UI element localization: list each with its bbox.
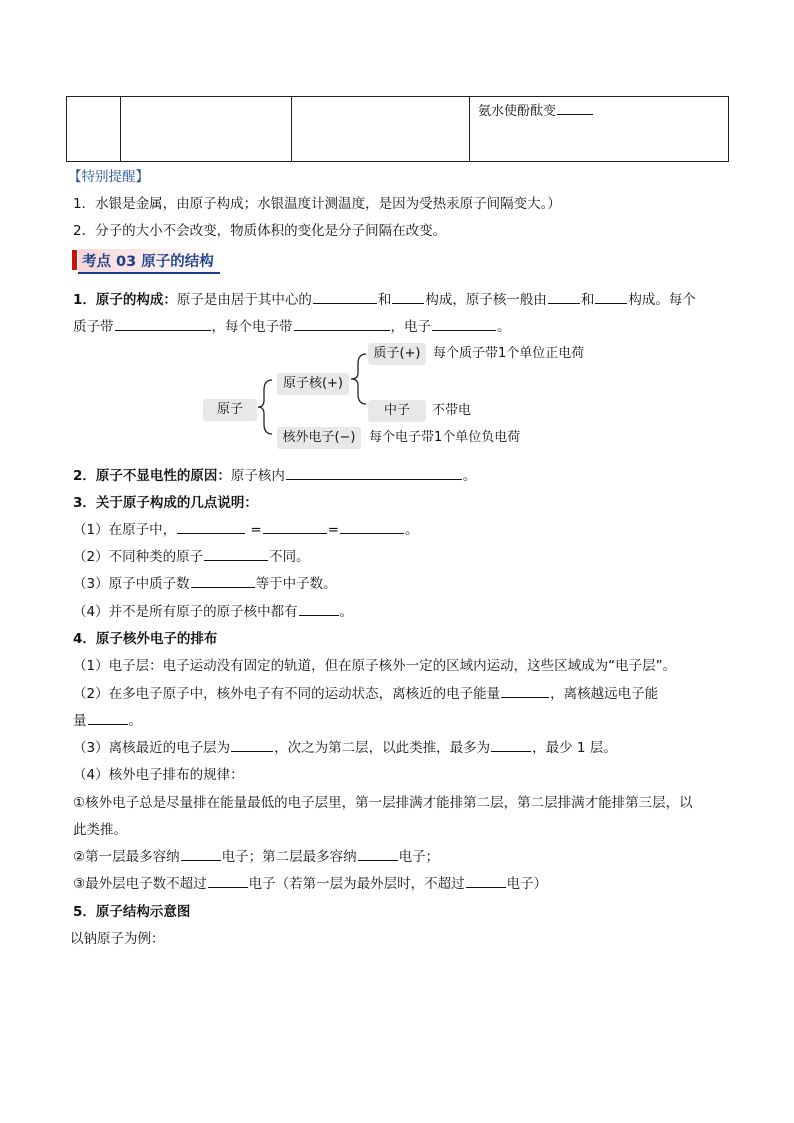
blank[interactable] <box>191 575 255 588</box>
table-cell-text: 氨水使酚酞变 <box>478 100 594 119</box>
question-4-rule: ②第一层最多容纳 电子；第二层最多容纳 电子； <box>73 849 440 865</box>
diagram-neutron-note: 不带电 <box>432 403 472 418</box>
blank[interactable] <box>204 548 268 561</box>
question-4-item: 量 。 <box>73 713 142 729</box>
blank[interactable] <box>313 291 377 304</box>
diagram-nucleus: 原子核(+) <box>277 373 349 395</box>
tips-item: 1．水银是金属，由原子构成；水银温度计测温度，是因为受热汞原子间隔变大。） <box>73 196 561 212</box>
blank[interactable] <box>392 291 424 304</box>
tips-title: 【特别提醒】 <box>68 169 149 185</box>
blank[interactable] <box>340 521 404 534</box>
blank[interactable] <box>181 848 221 861</box>
diagram-proton-note: 每个质子带1个单位正电荷 <box>433 346 585 361</box>
brace-icon <box>348 344 368 414</box>
blank[interactable] <box>299 603 339 616</box>
section-heading: 考点 03 原子的结构 <box>78 249 220 274</box>
table-divider <box>291 97 292 161</box>
blank[interactable] <box>286 467 462 480</box>
question-5-text: 以钠原子为例： <box>70 931 165 947</box>
question-3-item: （4）并不是所有原子的原子核中都有 。 <box>73 604 354 620</box>
blank[interactable] <box>557 102 593 115</box>
blank[interactable] <box>466 875 506 888</box>
blank[interactable] <box>491 739 531 752</box>
blank[interactable] <box>294 318 390 331</box>
question-4-rule: 此类推。 <box>73 822 127 838</box>
diagram-neutron: 中子 <box>368 400 426 422</box>
question-4-title: 4．原子核外电子的排布 <box>73 631 218 647</box>
table-divider <box>469 97 470 161</box>
diagram-atom: 原子 <box>203 399 257 421</box>
blank[interactable] <box>231 739 273 752</box>
question-1-line-2: 质子带 ，每个电子带 ，电子 。 <box>73 319 511 335</box>
question-3-item: （1）在原子中， = = 。 <box>73 522 419 538</box>
question-3-item: （2）不同种类的原子 不同。 <box>73 549 310 565</box>
question-1-line-1: 1．原子的构成：原子是由居于其中心的 和 构成，原子核一般由 和 构成。每个 <box>73 292 696 308</box>
question-4-rule: ①核外电子总是尽量排在能量最低的电子层里，第一层排满才能排第二层，第二层排满才能排第三层，以 <box>73 795 693 811</box>
brace-icon <box>256 374 276 440</box>
blank[interactable] <box>263 521 327 534</box>
blank[interactable] <box>115 318 211 331</box>
question-2: 2．原子不显电性的原因：原子核内 。 <box>73 468 477 484</box>
question-4-rule: ③最外层电子数不超过 电子（若第一层为最外层时，不超过 电子） <box>73 876 548 892</box>
table-divider <box>120 97 121 161</box>
table-fragment <box>66 96 729 162</box>
question-4-item: （4）核外电子排布的规律： <box>73 767 244 783</box>
tips-item: 2．分子的大小不会改变，物质体积的变化是分子间隔在改变。 <box>73 223 447 239</box>
diagram-proton: 质子(+) <box>368 343 426 365</box>
blank[interactable] <box>501 685 549 698</box>
heading-marker <box>72 250 77 270</box>
blank[interactable] <box>208 875 248 888</box>
question-3-title: 3．关于原子构成的几点说明： <box>73 495 258 511</box>
blank[interactable] <box>88 712 128 725</box>
question-4-item: （1）电子层：电子运动没有固定的轨道，但在原子核外一定的区域内运动，这些区域成为“电子层”。 <box>73 658 677 674</box>
blank[interactable] <box>177 521 245 534</box>
blank[interactable] <box>595 291 627 304</box>
question-3-item: （3）原子中质子数 等于中子数。 <box>73 576 337 592</box>
blank[interactable] <box>358 848 398 861</box>
diagram-electron: 核外电子(−) <box>277 427 361 449</box>
question-4-item: （3）离核最近的电子层为 ，次之为第二层，以此类推，最多为 ，最少 1 层。 <box>73 740 617 756</box>
blank[interactable] <box>432 318 496 331</box>
question-4-item: （2）在多电子原子中，核外电子有不同的运动状态，离核近的电子能量 ，离核越远电子能 <box>73 686 659 702</box>
diagram-electron-note: 每个电子带1个单位负电荷 <box>369 430 521 445</box>
blank[interactable] <box>548 291 580 304</box>
question-5-title: 5．原子结构示意图 <box>73 904 191 920</box>
